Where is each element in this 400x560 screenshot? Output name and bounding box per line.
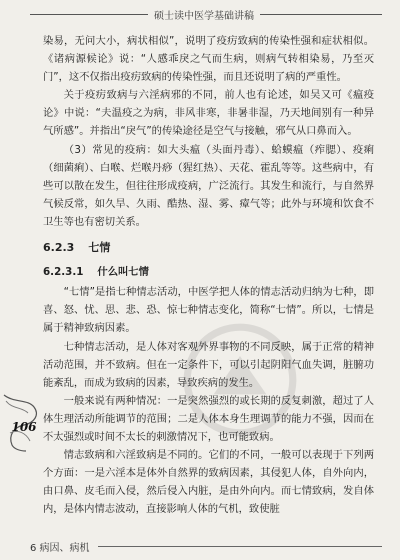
subsection-heading	[43, 263, 374, 281]
subsection-number: 6.2.3.1	[43, 266, 84, 279]
paragraph: 染易，无问大小，病状相似”，说明了疫疠致病的传染性强和症状相似。《诸病源候论》说：“人感乖戾之气而生病，则病气转相染易，乃至灭门”，这不仅指出疫疠致病的传染性强，而且还说明了病的严重性。	[43, 35, 374, 84]
section-number: 6.2.3	[43, 241, 75, 255]
paragraph: 情志致病和六淫致病是不同的。它们的不同，一般可以表现于下列两个方面：一是六淫本是体外自然界的致病因素，其侵犯人体，自外向内，由口鼻、皮毛而入侵，然后侵入内脏，是由外向内。而七情致病，发自体内，是体内情志波动，直接影响人体的气机，致使脏	[43, 449, 374, 516]
running-header	[30, 6, 382, 22]
header-rule-left	[30, 14, 148, 15]
paragraph: 七种情志活动，是人体对客观外界事物的不同反映，属于正常的精神活动范围，并不致病。但在一定条件下，可以引起阴阳气血失调，脏腑功能紊乱，而成为致病的因素，导致疾病的发生。	[43, 340, 374, 389]
section-title: 七情	[88, 241, 111, 255]
section-heading	[43, 239, 374, 257]
body-text	[43, 32, 374, 518]
paragraph: 一般来说有两种情况：一是突然强烈的或长期的反复刺激，超过了人体生理活动所能调节的范围；二是人体本身生理调节的能力不强，因而在不太强烈或时间不太长的刺激情况下，也可能致病。	[43, 394, 374, 443]
footer-text: 6 病因、病机	[30, 543, 90, 554]
header-rule-right	[260, 14, 382, 15]
subsection-title: 什么叫七情	[97, 266, 149, 279]
paragraph: （3）常见的疫病：如大头瘟（头面丹毒）、蛤蟆瘟（痄腮）、疫痢（细菌痢）、白喉、烂喉丹痧（猩红热）、天花、霍乱等等。这些病中，有些可以散在发生，但往往形成疫病，广泛流行。其发生和流行，与自然界气候反常，如久旱、久雨、酷热、湿、雾、瘴气等；此外与环境和饮食不卫生等也有密切关系。	[43, 143, 374, 228]
footer-rule	[98, 546, 382, 547]
paragraph: 关于疫疠致病与六淫病邪的不同，前人也有论述，如吴又可《瘟疫论》中说：“夫温疫之为病，非风非寒，非暑非湿，乃天地间别有一种异气所感”。并指出“戾气”的传染途径是空气与接触，邪气从口鼻而入。	[43, 89, 374, 138]
running-footer	[30, 539, 382, 554]
page-number: 106	[11, 420, 37, 434]
paragraph: “七情”是指七种情志活动，中医学把人体的情志活动归纳为七种，即喜、怒、忧、思、悲、恐、惊七种情志变化，简称“七情”。所以，七情是属于精神致病因素。	[43, 286, 374, 335]
header-title: 硕士读中医学基础讲稿	[154, 10, 254, 22]
